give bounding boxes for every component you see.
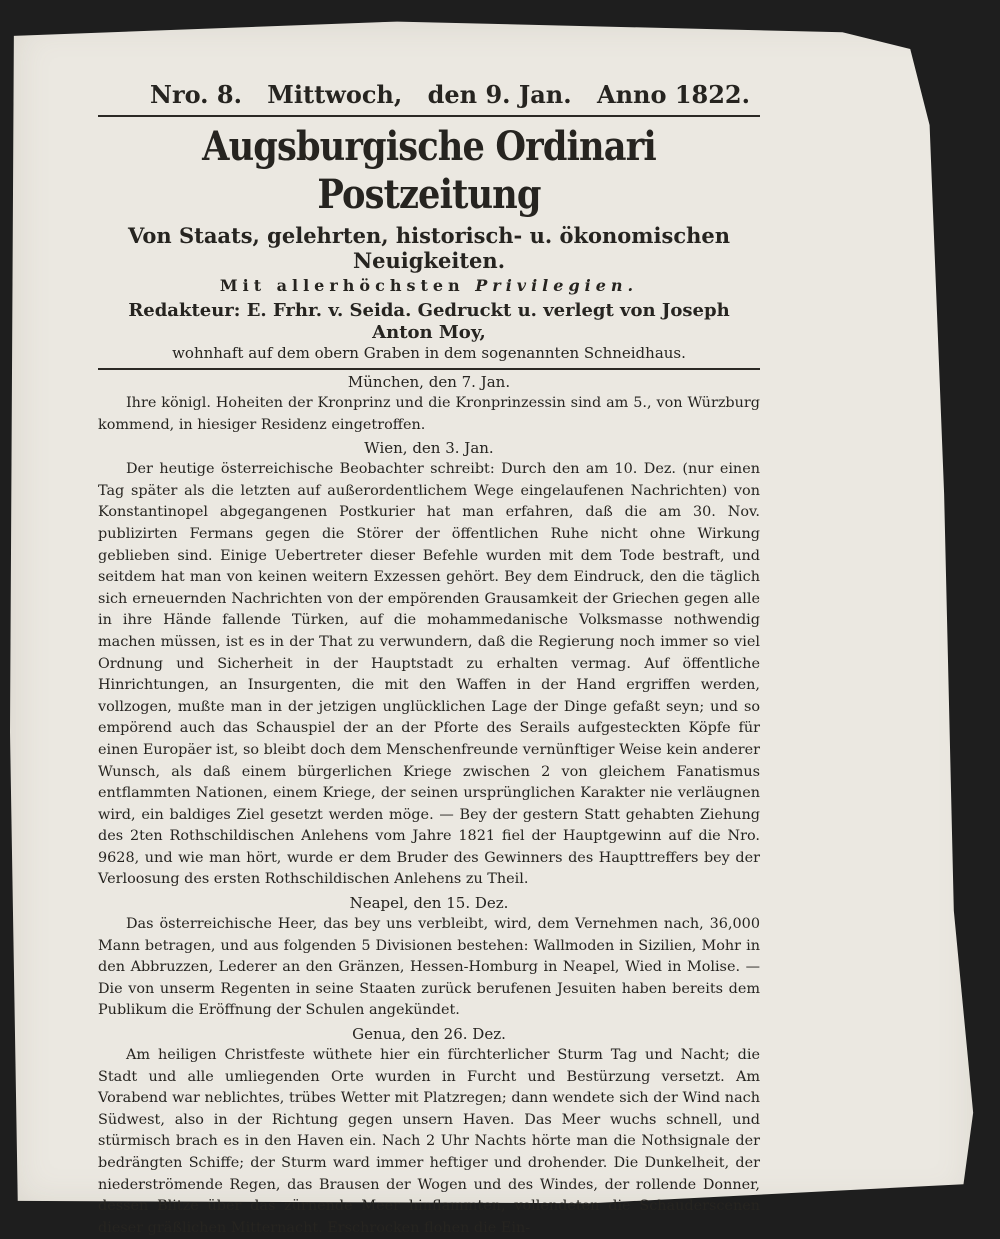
editor-line: Redakteur: E. Frhr. v. Seida. Gedruckt u. verlegt von Joseph Anton Moy,: [128, 300, 730, 343]
privileges-word: Privilegien.: [475, 276, 639, 295]
article-text: Ihre königl. Hoheiten der Kronprinz und die Kronprinzessin sind am 5., von Würzburg kommend, in hiesiger Residenz eingetroffen.: [98, 395, 760, 433]
privileges-prefix: Mit allerhöchsten: [219, 276, 465, 295]
issue-weekday: Mittwoch,: [267, 80, 403, 109]
article-text: Das österreichische Heer, das bey uns verbleibt, wird, dem Vernehmen nach, 36,000 Mann betragen, und aus folgenden 5 Divisionen bestehen: Wallmoden in Sizilien, Mohr in den Abbruzzen, Lederer an den Gränzen, Hessen-Homburg in Neapel, Wied in Molise. — Die von unserm Regenten in seine Staaten zurück berufenen Jesuiten haben bereits dem Publikum die Eröffnung der Schulen angekündet.: [98, 916, 760, 1019]
issue-line: [98, 80, 760, 117]
article-dateline: München, den 7. Jan.: [347, 373, 511, 391]
article-dateline: Wien, den 3. Jan.: [364, 439, 494, 458]
article-dateline: Neapel, den 15. Dez.: [349, 894, 509, 913]
issue-year: Anno 1822.: [596, 80, 750, 109]
privileges-line: [98, 276, 760, 295]
article-dateline: Genua, den 26. Dez.: [352, 1025, 506, 1044]
article-vienna: [98, 438, 760, 891]
article-genoa: [98, 1024, 760, 1239]
article-text: Der heutige österreichische Beobachter schreibt: Durch den am 10. Dez. (nur einen Tag später als die letzten auf außerordentlichem Wege eingelaufenen Nachrichten) von Konstantinopel abgegangenen Postkurier hat man erfahren, daß die am 30. Nov. publizirten Fermans gegen die Störer der öffentlichen Ruhe nicht ohne Wirkung geblieben sind. Einige Uebertreter dieser Befehle wurden mit dem Tode bestraft, und seitdem hat man von keinen weitern Exzessen gehört. Bey dem Eindruck, den die täglich sich erneuernden Nachrichten von der empörenden Grausamkeit der Griechen gegen alle in ihre Hände fallende Türken, auf die mohammedanische Volksmasse nothwendig machen müssen, ist es in der That zu verwundern, daß die Regierung noch immer so viel Ordnung und Sicherheit in der Hauptstadt zu erhalten vermag. Auf öffentliche Hinrichtungen, an Insurgenten, die mit den Waffen in der Hand ergriffen werden, vollzogen, mußte man in der jetzigen unglücklichen Lage der Dinge gefaßt seyn; und so empörend auch das Schauspiel der an der Pforte des Serails aufgesteckten Köpfe für einen Europäer ist, so bleibt doch dem Menschenfreunde vernünftiger Weise kein anderer Wunsch, als daß einem bürgerlichen Kriege zwischen 2 von gleichem Fanatismus entflammten Nationen, einem Kriege, der seinen ursprünglichen Karakter nie verläugnen wird, ein baldiges Ziel gesetzt werden möge. — Bey der gestern Statt gehabten Ziehung des 2ten Rothschildischen Anlehens vom Jahre 1821 fiel der Hauptgewinn auf die Nro. 9628, und wie man hört, wurde er dem Bruder des Gewinners des Haupttreffers bey der Verloosung des ersten Rothschildischen Anlehens zu Theil.: [98, 461, 760, 888]
issue-number: Nro. 8.: [150, 80, 242, 109]
newspaper-content: [98, 80, 760, 1239]
article-munich: [98, 372, 760, 436]
article-text: Am heiligen Christfeste wüthete hier ein fürchterlicher Sturm Tag und Nacht; die Stadt und alle umliegenden Orte wurden in Furcht und Bestürzung versetzt. Am Vorabend war neblichtes, trübes Wetter mit Platzregen; dann wendete sich der Wind nach Südwest, also in der Richtung gegen unsern Haven. Das Meer wuchs schnell, und stürmisch brach es in den Haven ein. Nach 2 Uhr Nachts hörte man die Nothsignale der bedrängten Schiffe; der Sturm ward immer heftiger und drohender. Die Dunkelheit, der niederströmende Regen, das Brausen der Wogen und des Windes, der rollende Donner, dessen Blitze über das zürnende Meer hinflammten, vollendeten die Schauderscenen dieser gräßlichen Mitternacht. Erschrocken flohen die Ein-: [98, 1047, 760, 1236]
newspaper-subtitle: Von Staats, gelehrten, historisch- u. ökonomischen Neuigkeiten.: [128, 223, 730, 273]
article-naples: [98, 893, 760, 1022]
newspaper-title: Augsburgische Ordinari Postzeitung: [202, 123, 656, 218]
issue-date: den 9. Jan.: [427, 80, 572, 109]
address-line: wohnhaft auf dem obern Graben in dem sogenannten Schneidhaus.: [98, 344, 760, 370]
